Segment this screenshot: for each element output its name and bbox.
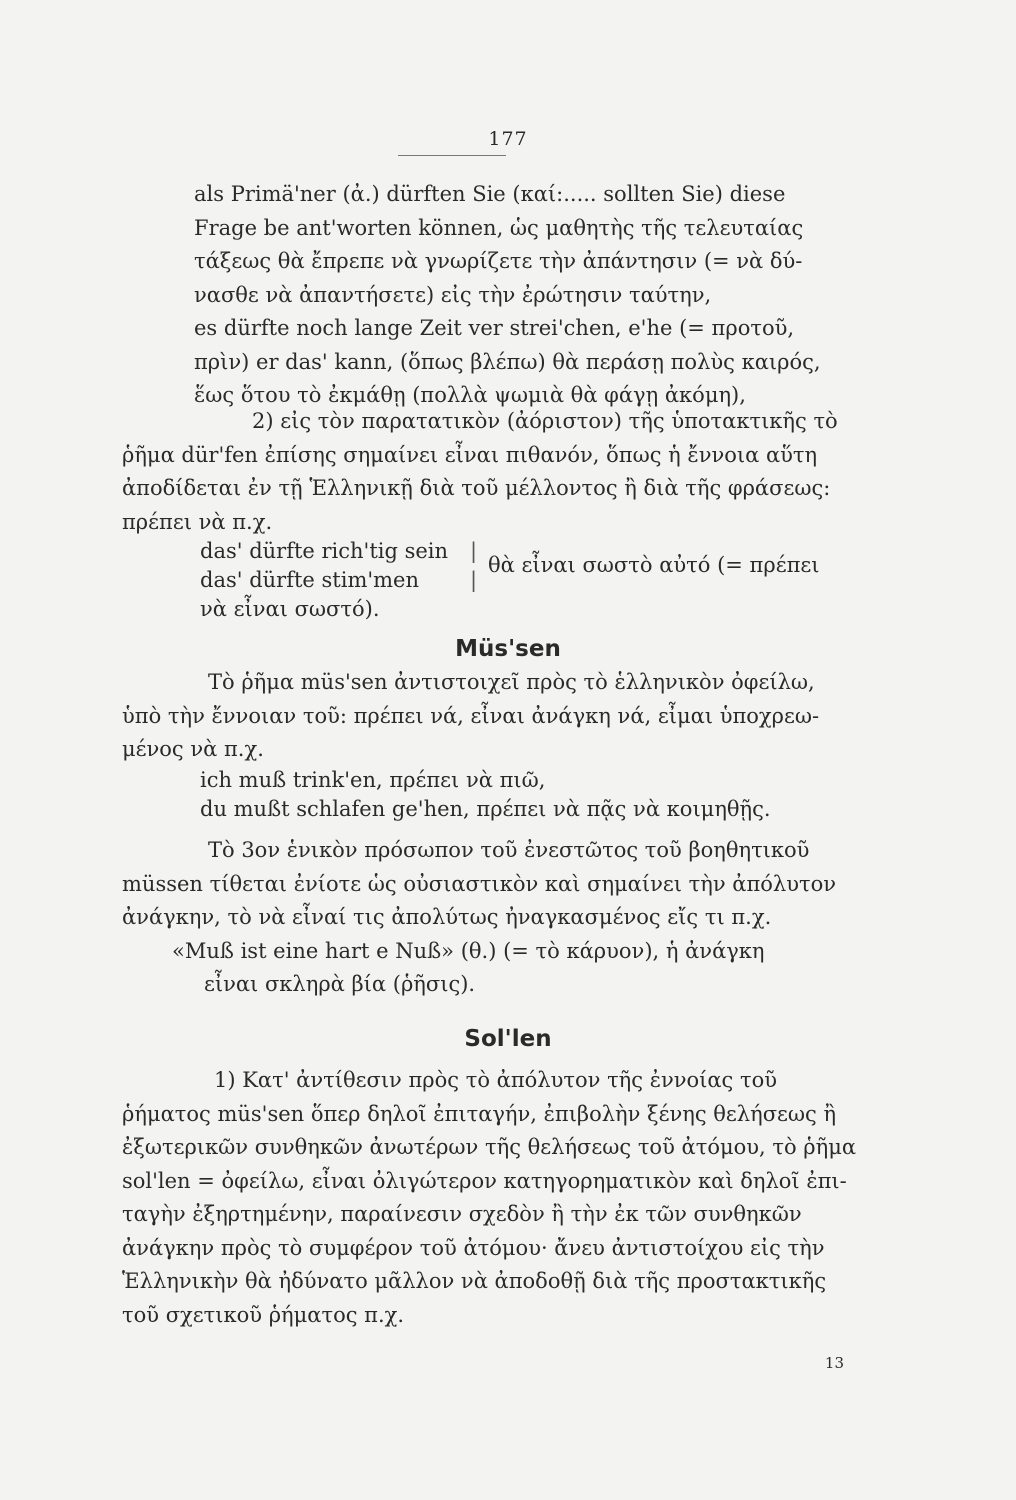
text-line: μένος νὰ π.χ. bbox=[122, 737, 264, 761]
text-line: Τὸ 3ον ἑνικὸν πρόσωπον τοῦ ἐνεστῶτος τοῦ βοηθητικοῦ bbox=[208, 838, 810, 862]
text-line: ῥῆμα dür'fen ἐπίσης σημαίνει εἶναι πιθανόν, ὅπως ἡ ἔννοια αὕτη bbox=[122, 442, 818, 467]
gloss-greek-translation: θὰ εἶναι σωστὸ αὐτό (= πρέπει bbox=[488, 553, 820, 577]
text-line: 1) Κατ' ἀντίθεσιν πρὸς τὸ ἀπόλυτον τῆς ἐννοίας τοῦ bbox=[214, 1068, 778, 1092]
text-line: πρέπει νὰ π.χ. bbox=[122, 509, 273, 534]
signature-mark: 13 bbox=[824, 1354, 844, 1372]
page-number: 177 bbox=[488, 128, 528, 150]
text-line: ἀνάγκην πρὸς τὸ συμφέρον τοῦ ἀτόμου· ἄνευ ἀντιστοίχου εἰς τὴν bbox=[122, 1235, 825, 1260]
text-line: ῥήματος müs'sen ὅπερ δηλοῖ ἐπιταγήν, ἐπιβολὴν ξένης θελήσεως ἢ bbox=[122, 1101, 837, 1126]
text-line: Τὸ ῥῆμα müs'sen ἀντιστοιχεῖ πρὸς τὸ ἑλληνικὸν ὀφείλω, bbox=[208, 670, 815, 694]
example-line: ich muß trink'en, πρέπει νὰ πιῶ, bbox=[200, 768, 546, 792]
section-heading-mussen: Müs'sen bbox=[455, 636, 561, 662]
sollen-paragraph bbox=[122, 1064, 857, 1332]
text-line: Frage be ant'worten können, ὡς μαθητὴς τῆς τελευταίας bbox=[194, 215, 804, 240]
text-line: als Primä'ner (ἀ.) dürften Sie (καί:..... sollten Sie) diese bbox=[194, 182, 786, 206]
mussen-paragraph-1 bbox=[122, 666, 844, 767]
intro-paragraph bbox=[122, 178, 844, 413]
gloss-german-phrases bbox=[200, 537, 470, 595]
text-line: ὑπὸ τὴν ἔννοιαν τοῦ: πρέπει νά, εἶναι ἀνάγκη νά, εἶμαι ὑποχρεω- bbox=[122, 703, 820, 728]
gloss-phrase: das' dürfte rich'tig sein bbox=[200, 539, 449, 563]
text-line: es dürfte noch lange Zeit ver strei'chen, e'he (= προτοῦ, bbox=[194, 316, 795, 340]
text-line: εἶναι σκληρὰ βία (ῥῆσις). bbox=[204, 972, 476, 996]
text-line: πρὶν) er das' kann, (ὅπως βλέπω) θὰ περάσῃ πολὺς καιρός, bbox=[194, 349, 821, 374]
text-line: sol'len = ὀφείλω, εἶναι ὀλιγώτερον κατηγορηματικὸν καὶ δηλοῖ ἐπι- bbox=[122, 1168, 847, 1193]
text-line: 2) εἰς τὸν παρατατικὸν (ἀόριστον) τῆς ὑποτακτικῆς τὸ bbox=[252, 409, 838, 433]
text-line: τοῦ σχετικοῦ ῥήματος π.χ. bbox=[122, 1302, 405, 1327]
mussen-paragraph-2 bbox=[122, 834, 844, 1002]
text-line: νασθε νὰ ἀπαντήσετε) εἰς τὴν ἐρώτησιν ταύτην, bbox=[194, 282, 712, 307]
text-line: ἀνάγκην, τὸ νὰ εἶναί τις ἀπολύτως ἠναγκασμένος εἴς τι π.χ. bbox=[122, 905, 772, 929]
text-line: ταγὴν ἐξηρτημένην, παραίνεσιν σχεδὸν ἢ τὴν ἐκ τῶν συνθηκῶν bbox=[122, 1202, 802, 1226]
text-line: «Muß ist eine hart e Nuß» (θ.) (= τὸ κάρυον), ἡ ἀνάγκη bbox=[172, 938, 765, 963]
text-line: ἐξωτερικῶν συνθηκῶν ἀνωτέρων τῆς θελήσεως τοῦ ἀτόμου, τὸ ῥῆμα bbox=[122, 1135, 857, 1159]
page-number-rule bbox=[398, 155, 506, 156]
text-line: ἕως ὅτου τὸ ἐκμάθῃ (πολλὰ ψωμιὰ θὰ φάγῃ ἀκόμη), bbox=[194, 383, 746, 407]
text-line: Ἑλληνικὴν θὰ ἠδύνατο μᾶλλον νὰ ἀποδοθῇ διὰ τῆς προστακτικῆς bbox=[122, 1269, 827, 1293]
gloss-continuation: νὰ εἶναι σωστό). bbox=[200, 597, 380, 621]
mussen-examples bbox=[122, 766, 844, 824]
brace-mark: | | bbox=[470, 539, 478, 592]
text-line: müssen τίθεται ἐνίοτε ὡς οὐσιαστικὸν καὶ σημαίνει τὴν ἀπόλυτον bbox=[122, 871, 837, 896]
gloss-example bbox=[200, 537, 860, 624]
text-line: τάξεως θὰ ἔπρεπε νὰ γνωρίζετε τὴν ἀπάντησιν (= νὰ δύ- bbox=[194, 249, 803, 273]
example-line: du mußt schlafen ge'hen, πρέπει νὰ πᾷς νὰ κοιμηθῇς. bbox=[200, 797, 771, 821]
point-2-paragraph bbox=[122, 405, 844, 539]
gloss-phrase: das' dürfte stim'men bbox=[200, 568, 419, 592]
section-heading-sollen: Sol'len bbox=[464, 1026, 552, 1052]
text-line: ἀποδίδεται ἐν τῇ Ἑλληνικῇ διὰ τοῦ μέλλοντος ἢ διὰ τῆς φράσεως: bbox=[122, 476, 831, 500]
